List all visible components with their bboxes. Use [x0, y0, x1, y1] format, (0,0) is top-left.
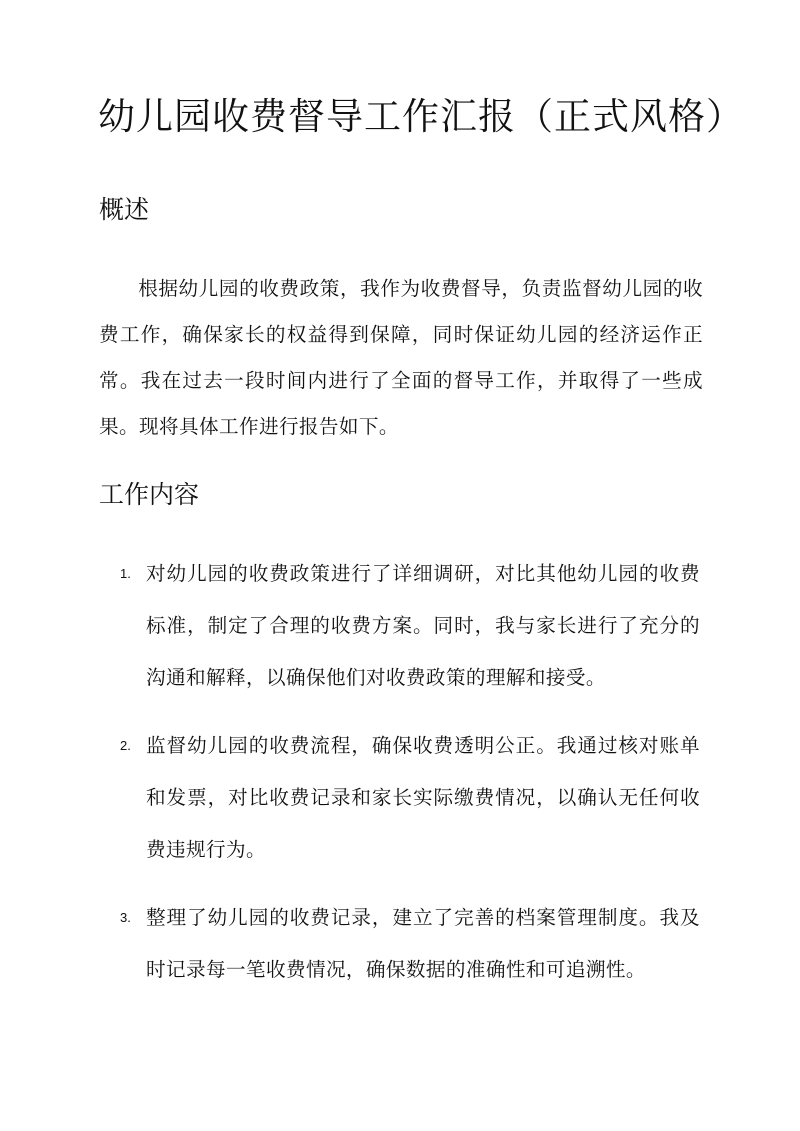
list-item-number: 2. [120, 738, 131, 753]
list-item-text: 整理了幼儿园的收费记录，建立了完善的档案管理制度。我及时记录每一笔收费情况，确保数据的准确性和可追溯性。 [146, 906, 700, 981]
overview-paragraph: 根据幼儿园的收费政策，我作为收费督导，负责监督幼儿园的收费工作，确保家长的权益得到保障，同时保证幼儿园的经济运作正常。我在过去一段时间内进行了全面的督导工作，并取得了一些成果。现将具体工作进行报告如下。 [99, 277, 703, 438]
list-item-number: 1. [120, 566, 131, 581]
list-item [120, 892, 700, 996]
section-heading-work-content: 工作内容 [99, 480, 200, 509]
work-content-list [120, 548, 700, 1012]
list-item [120, 548, 700, 704]
list-item [120, 720, 700, 876]
list-item-number: 3. [120, 910, 131, 925]
list-item-text: 监督幼儿园的收费流程，确保收费透明公正。我通过核对账单和发票，对比收费记录和家长实际缴费情况，以确认无任何收费违规行为。 [146, 734, 700, 861]
list-item-text: 对幼儿园的收费政策进行了详细调研，对比其他幼儿园的收费标准，制定了合理的收费方案。同时，我与家长进行了充分的沟通和解释，以确保他们对收费政策的理解和接受。 [146, 562, 700, 689]
section-heading-overview: 概述 [99, 195, 150, 224]
document-title: 幼儿园收费督导工作汇报（正式风格） [98, 95, 744, 138]
